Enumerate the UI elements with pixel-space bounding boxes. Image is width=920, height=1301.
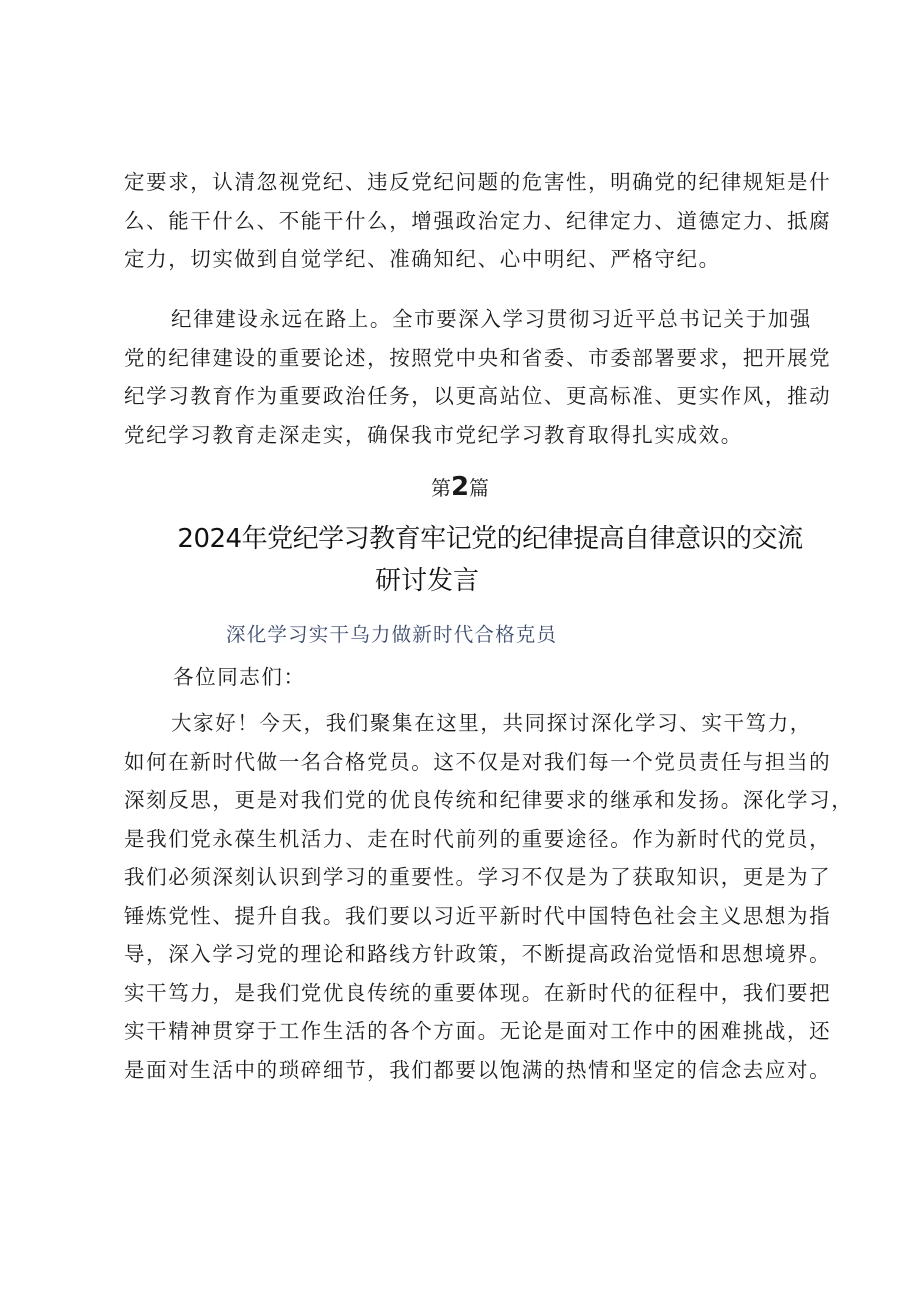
paragraph-line: 纪学习教育作为重要政治任务，以更高站位、更高标准、更实作风，推动 <box>124 384 832 408</box>
article-subtitle: 深化学习实干乌力做新时代合格克员 <box>226 623 558 646</box>
paragraph-2 <box>124 300 832 454</box>
paragraph-line: 是我们党永葆生机活力、走在时代前列的重要途径。作为新时代的党员， <box>124 826 832 851</box>
section-number-value: 2 <box>450 472 470 502</box>
title-line-2: 研讨发言 <box>375 566 480 596</box>
greeting: 各位同志们： <box>173 665 306 689</box>
paragraph-line: 实干精神贯穿于工作生活的各个方面。无论是面对工作中的困难挑战，还 <box>124 1019 832 1043</box>
paragraph-line: 如何在新时代做一名合格党员。这不仅是对我们每一个党员责任与担当的 <box>124 749 832 774</box>
paragraph-line: 么、能干什么、不能干什么，增强政治定力、纪律定力、道德定力、抵腐 <box>124 208 832 233</box>
section-prefix: 第 <box>430 476 451 500</box>
paragraph-line: 锤炼党性、提升自我。我们要以习近平新时代中国特色社会主义思想为指 <box>124 903 832 928</box>
paragraph-line: 是面对生活中的琐碎细节，我们都要以饱满的热情和坚定的信念去应对。 <box>124 1057 832 1082</box>
section-suffix: 篇 <box>469 476 490 500</box>
paragraph-3 <box>124 704 854 1089</box>
paragraph-line: 纪律建设永远在路上。全市要深入学习贯彻习近平总书记关于加强 <box>171 307 812 331</box>
paragraph-line: 定力，切实做到自觉学纪、准确知纪、心中明纪、严格守纪。 <box>124 247 721 271</box>
article-title <box>150 518 830 602</box>
paragraph-line: 党纪学习教育走深走实，确保我市党纪学习教育取得扎实成效。 <box>124 422 743 447</box>
paragraph-line: 我们必须深刻认识到学习的重要性。学习不仅是为了获取知识，更是为了 <box>124 865 832 889</box>
paragraph-line: 党的纪律建设的重要论述，按照党中央和省委、市委部署要求，把开展党 <box>124 345 832 370</box>
title-line-1: 2024年党纪学习教育牢记党的纪律提高自律意识的交流 <box>177 524 803 554</box>
section-number <box>0 472 920 502</box>
paragraph-line: 定要求，认清忽视党纪、违反党纪问题的危害性，明确党的纪律规矩是什 <box>124 170 832 194</box>
paragraph-line: 大家好！今天，我们聚集在这里，共同探讨深化学习、实干笃力， <box>171 711 812 735</box>
paragraph-line: 导，深入学习党的理论和路线方针政策，不断提高政治觉悟和思想境界。 <box>124 942 832 966</box>
paragraph-1 <box>124 163 832 279</box>
paragraph-line: 深刻反思，更是对我们党的优良传统和纪律要求的继承和发扬。深化学习， <box>124 788 854 812</box>
paragraph-line: 实干笃力，是我们党优良传统的重要体现。在新时代的征程中，我们要把 <box>124 980 832 1005</box>
